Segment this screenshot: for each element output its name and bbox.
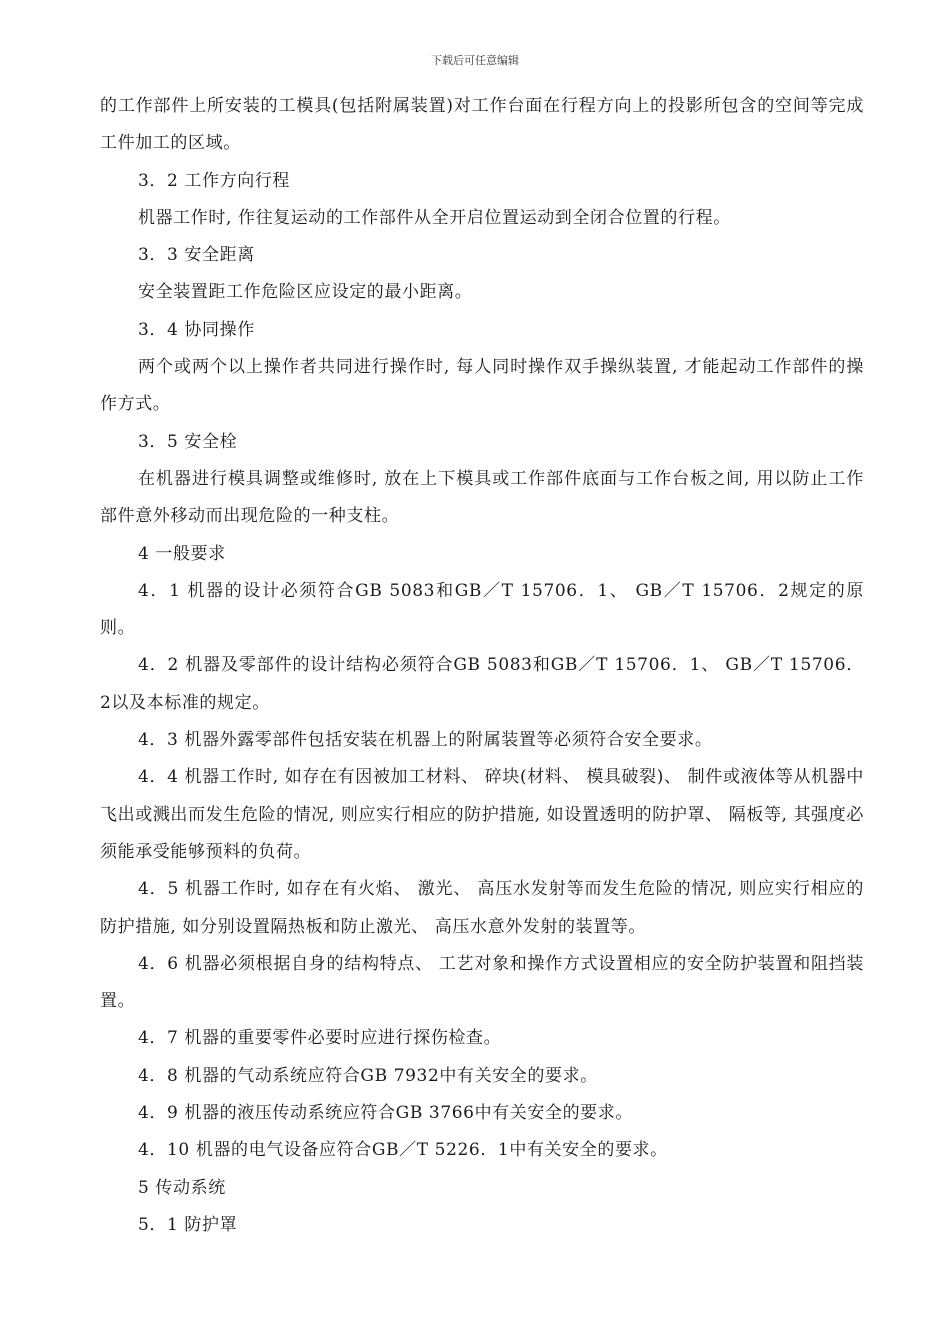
section-heading: 3．3 安全距离: [138, 245, 255, 266]
paragraph: 4．6 机器必须根据自身的结构特点、 工艺对象和操作方式设置相应的安全防护装置和阻挡装置。: [100, 953, 864, 1012]
page-header: 下载后可任意编辑: [431, 54, 519, 67]
section-heading: 4 一般要求: [138, 543, 226, 564]
paragraph: 4．2 机器及零部件的设计结构必须符合GB 5083和GB／T 15706．1、 GB／T 15706．2以及本标准的规定。: [100, 655, 864, 713]
paragraph: 4．8 机器的气动系统应符合GB 7932中有关安全的要求。: [138, 1065, 598, 1086]
paragraph: 4．1 机器的设计必须符合GB 5083和GB／T 15706．1、 GB／T 15706．2规定的原则。: [100, 580, 864, 639]
paragraph: 4．7 机器的重要零件必要时应进行探伤检查。: [138, 1028, 502, 1049]
section-heading: 5 传动系统: [138, 1177, 226, 1198]
document-body: [100, 88, 864, 1244]
paragraph: 4．10 机器的电气设备应符合GB／T 5226．1中有关安全的要求。: [138, 1140, 668, 1161]
paragraph: 4．5 机器工作时, 如存在有火焰、 激光、 高压水发射等而发生危险的情况, 则应实行相应的防护措施, 如分别设置隔热板和防止激光、 高压水意外发射的装置等。: [100, 879, 864, 937]
paragraph: 在机器进行模具调整或维修时, 放在上下模具或工作部件底面与工作台板之间, 用以防止工作部件意外移动而出现危险的一种支柱。: [100, 468, 864, 527]
paragraph: 安全装置距工作危险区应设定的最小距离。: [138, 282, 473, 303]
paragraph: 的工作部件上所安装的工模具(包括附属装置)对工作台面在行程方向上的投影所包含的空间等完成工件加工的区域。: [100, 96, 864, 154]
paragraph: 4．9 机器的液压传动系统应符合GB 3766中有关安全的要求。: [138, 1103, 633, 1124]
paragraph: 机器工作时, 作往复运动的工作部件从全开启位置运动到全闭合位置的行程。: [138, 207, 731, 228]
paragraph: 4．3 机器外露零部件包括安装在机器上的附属装置等必须符合安全要求。: [138, 730, 713, 751]
section-heading: 5．1 防护罩: [138, 1214, 238, 1235]
section-heading: 3．2 工作方向行程: [138, 170, 291, 191]
paragraph: 两个或两个以上操作者共同进行操作时, 每人同时操作双手操纵装置, 才能起动工作部件的操作方式。: [100, 357, 864, 415]
section-heading: 3．4 协同操作: [138, 319, 255, 340]
section-heading: 3．5 安全栓: [138, 431, 238, 452]
paragraph: 4．4 机器工作时, 如存在有因被加工材料、 碎块(材料、 模具破裂)、 制件或液体等从机器中飞出或溅出而发生危险的情况, 则应实行相应的防护措施, 如设置透明的防护罩、 隔板等, 其强度必须能承受能够预料的负荷。: [100, 767, 864, 862]
